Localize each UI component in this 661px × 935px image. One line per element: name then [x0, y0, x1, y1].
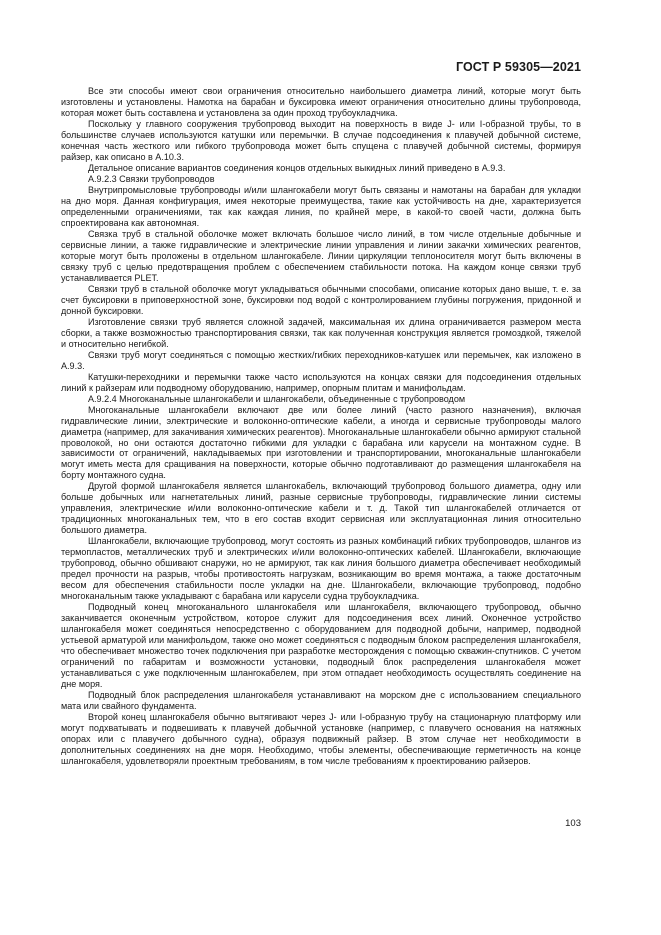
- paragraph: Шлангокабели, включающие трубопровод, могут состоять из разных комбинаций гибких трубопроводов, шлангов из термопластов, металлических труб и электрических и/или волоконно-оптических кабелей. Шлангокабели, включающие трубопровод, обычно обшивают снаружи, но не армируют, так как линия большого диаметра обеспечивает необходимый предел прочности на разрыв, чтобы противостоять нагрузкам, возникающим во время монтажа, а также достаточным весом для обеспечения стабильности после укладки на дне. Шлангокабели, включающие трубопровод, подобно многоканальным также укладывают с барабана или карусели судна трубоукладчика.: [61, 536, 581, 602]
- paragraph: Внутрипромысловые трубопроводы и/или шлангокабели могут быть связаны и намотаны на барабан для укладки на дно моря. Данная конфигурация, имея некоторые преимущества, такие как устойчивость на дне, характеризуется определенными ограничениями, так как каждая линия, по крайней мере, в какой-то своей части, должна быть спроектирована как автономная.: [61, 184, 581, 228]
- paragraph: Другой формой шлангокабеля является шлангокабель, включающий трубопровод большого диаметра, одну или больше добычных или нагнетательных линий, разные сервисные трубопроводы, гидравлические линии системы управления, электрические и/или волоконно-оптические кабели и т. д. Такой тип шлангокабелей отличается от традиционных многоканальных тем, что в его состав входит сервисная или эксплуатационная линия относительно большого диаметра.: [61, 481, 581, 536]
- document-body: [61, 86, 581, 767]
- paragraph: Связки труб в стальной оболочке могут укладываться обычными способами, описание которых дано выше, т. е. за счет буксировки в приповерхностной зоне, буксировки под водой с контролированием глубины погружения, придонной и донной буксировки.: [61, 283, 581, 316]
- paragraph: Связка труб в стальной оболочке может включать большое число линий, в том числе отдельные добычные и сервисные линии, а также гидравлические и электрические линии управления и линии закачки химических реагентов, которые могут быть проложены в отдельном шлангокабеле. Линии циркуляции теплоносителя могут быть включены в связку труб с целью предотвращения проблем с обеспечением стабильности потока. На каждом конце связки труб устанавливается PLET.: [61, 228, 581, 283]
- page-number: 103: [565, 818, 581, 829]
- paragraph: Подводный конец многоканального шлангокабеля или шлангокабеля, включающего трубопровод, обычно заканчивается оконечным устройством, которое служит для подсоединения всех линий. Оконечное устройство шлангокабеля может соединяться непосредственно с оборудованием для подводной добычи, например, подводной устьевой арматурой или манифольдом, также оно может соединяться с подводным блоком распределения шлангокабеля, что обеспечивает множество точек подключения при разработке месторождения с помощью скважин-спутников. С учетом ограничений по габаритам и возможности установки, подводный блок распределения шлангокабеля может устанавливаться с уже подключенным шлангокабелем, при этом отпадает необходимость осуществлять соединение на дне моря.: [61, 602, 581, 690]
- paragraph: Поскольку у главного сооружения трубопровод выходит на поверхность в виде J- или I-образной трубы, то в большинстве случаев используются катушки или перемычки. В случае подсоединения к плавучей добычной системе, конечная часть жесткого или гибкого трубопровода может быть спущена с плавучей добычной системы, формируя райзер, как описано в А.10.3.: [61, 118, 581, 162]
- paragraph: Детальное описание вариантов соединения концов отдельных выкидных линий приведено в А.9.3.: [88, 162, 506, 173]
- section-heading: А.9.2.4 Многоканальные шлангокабели и шлангокабели, объединенные с трубопроводом: [88, 393, 466, 404]
- paragraph: Все эти способы имеют свои ограничения относительно наибольшего диаметра линий, которые могут быть изготовлены и установлены. Намотка на барабан и буксировка имеют ограничения относительно длины трубопровода, которая может быть составлена и установлена за один проход трубоукладчика.: [61, 86, 581, 118]
- paragraph: Катушки-переходники и перемычки также часто используются на концах связки для подсоединения отдельных линий к райзерам или подводному оборудованию, например, опорным плитам и манифольдам.: [61, 371, 581, 393]
- paragraph: Изготовление связки труб является сложной задачей, максимальная их длина ограничивается размером места сборки, а также возможностью транспортирования связки, так как полученная конструкция является громоздкой, тяжелой и относительно негибкой.: [61, 316, 581, 349]
- section-heading: А.9.2.3 Связки трубопроводов: [88, 173, 215, 184]
- paragraph: Связки труб могут соединяться с помощью жестких/гибких переходников-катушек или перемычек, как изложено в А.9.3.: [61, 349, 581, 371]
- paragraph: Многоканальные шлангокабели включают две или более линий (часто разного назначения), включая гидравлические линии, электрические и волоконно-оптические кабели, а иногда и сервисные трубопроводы малого диаметра (например, для закачивания химических реагентов). Многоканальные шлангокабели обычно армируют стальной проволокой, но они остаются достаточно гибкими для укладки с барабана или карусели на монтажном судне. В зависимости от ограничений, накладываемых при изготовлении и транспортировании, многоканальные шлангокабели могут иметь места для сращивания на поверхности, которые обычно подготавливают до размещения шлангокабеля на борту монтажного судна.: [61, 404, 581, 481]
- document-standard-header: ГОСТ Р 59305—2021: [455, 60, 581, 74]
- paragraph: Второй конец шлангокабеля обычно вытягивают через J- или I-образную трубу на стационарную платформу или могут подхватывать и подвешивать к плавучей добычной установке (например, с плавучего основания на натяжных опорах или с плавучего добычного судна), образуя подвижный райзер. В этом случае нет необходимости в дополнительных соединениях на дне моря. Необходимо, чтобы элементы, обеспечивающие герметичность на конце шлангокабеля, удовлетворяли проектным требованиям, в том числе требованиям к проектированию райзеров.: [61, 712, 581, 767]
- paragraph: Подводный блок распределения шлангокабеля устанавливают на морском дне с использованием специального мата или свайного фундамента.: [61, 690, 581, 712]
